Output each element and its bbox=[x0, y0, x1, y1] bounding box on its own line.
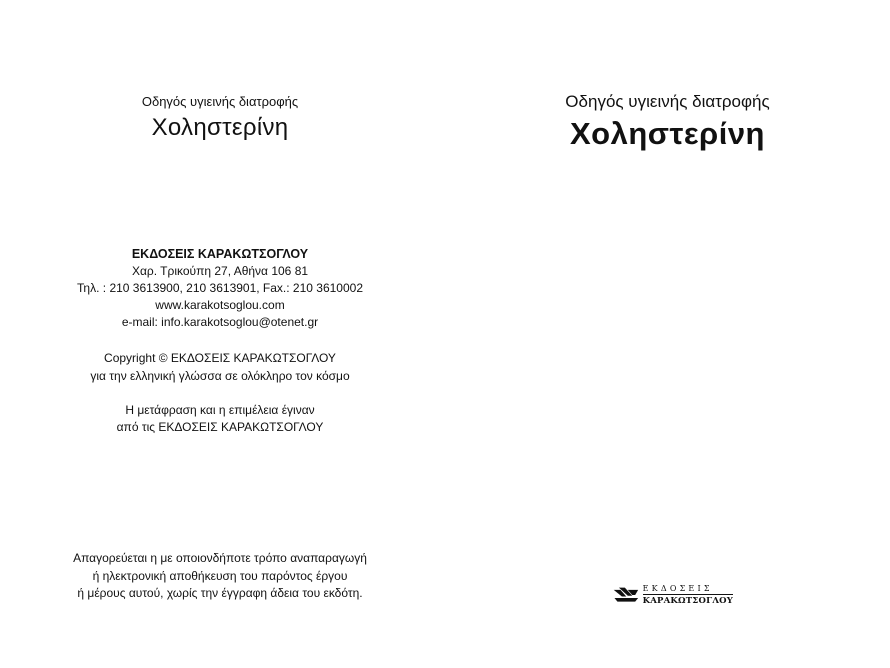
rights-line: ή μέρους αυτού, χωρίς την έγγραφη άδεια του εκδότη. bbox=[77, 586, 363, 600]
translation-notice bbox=[0, 402, 440, 436]
copyright-line: Copyright © ΕΚΔΟΣΕΙΣ ΚΑΡΑΚΩΤΣΟΓΛΟΥ bbox=[104, 351, 336, 365]
left-title: Χοληστερίνη bbox=[151, 114, 289, 141]
logo-text-line: ΕΚΔΟΣΕΙΣ bbox=[642, 584, 713, 593]
right-page bbox=[445, 0, 890, 668]
publisher-logo bbox=[613, 582, 733, 608]
publisher-name: ΕΚΔΟΣΕΙΣ ΚΑΡΑΚΩΤΣΟΓΛΟΥ bbox=[131, 247, 309, 261]
rights-notice bbox=[0, 550, 440, 603]
translation-line: Η μετάφραση και η επιμέλεια έγιναν bbox=[125, 403, 315, 417]
logo-text-line: ΚΑΡΑΚΩΤΣΟΓΛΟΥ bbox=[642, 596, 733, 606]
rights-line: Απαγορεύεται η με οποιονδήποτε τρόπο αναπαραγωγή bbox=[73, 551, 367, 565]
right-subtitle: Οδηγός υγιεινής διατροφής bbox=[565, 92, 770, 111]
publisher-email: e-mail: info.karakotsoglou@otenet.gr bbox=[121, 315, 319, 329]
copyright-notice bbox=[0, 349, 440, 385]
rights-line: ή ηλεκτρονική αποθήκευση του παρόντος έργου bbox=[92, 568, 348, 583]
publisher-website: www.karakotsoglou.com bbox=[155, 298, 285, 312]
publisher-logo-icon bbox=[613, 584, 640, 606]
publisher-info bbox=[0, 246, 440, 331]
publisher-phones: Τηλ. : 210 3613900, 210 3613901, Fax.: 210 3610002 bbox=[76, 281, 364, 295]
translation-line: από τις ΕΚΔΟΣΕΙΣ ΚΑΡΑΚΩΤΣΟΓΛΟΥ bbox=[116, 420, 324, 434]
right-title: Χοληστερίνη bbox=[569, 116, 765, 151]
left-subtitle: Οδηγός υγιεινής διατροφής bbox=[141, 94, 299, 109]
copyright-line: για την ελληνική γλώσσα σε ολόκληρο τον κόσμο bbox=[90, 369, 350, 383]
left-page bbox=[0, 0, 440, 668]
publisher-address: Χαρ. Τρικούπη 27, Αθήνα 106 81 bbox=[131, 264, 309, 278]
